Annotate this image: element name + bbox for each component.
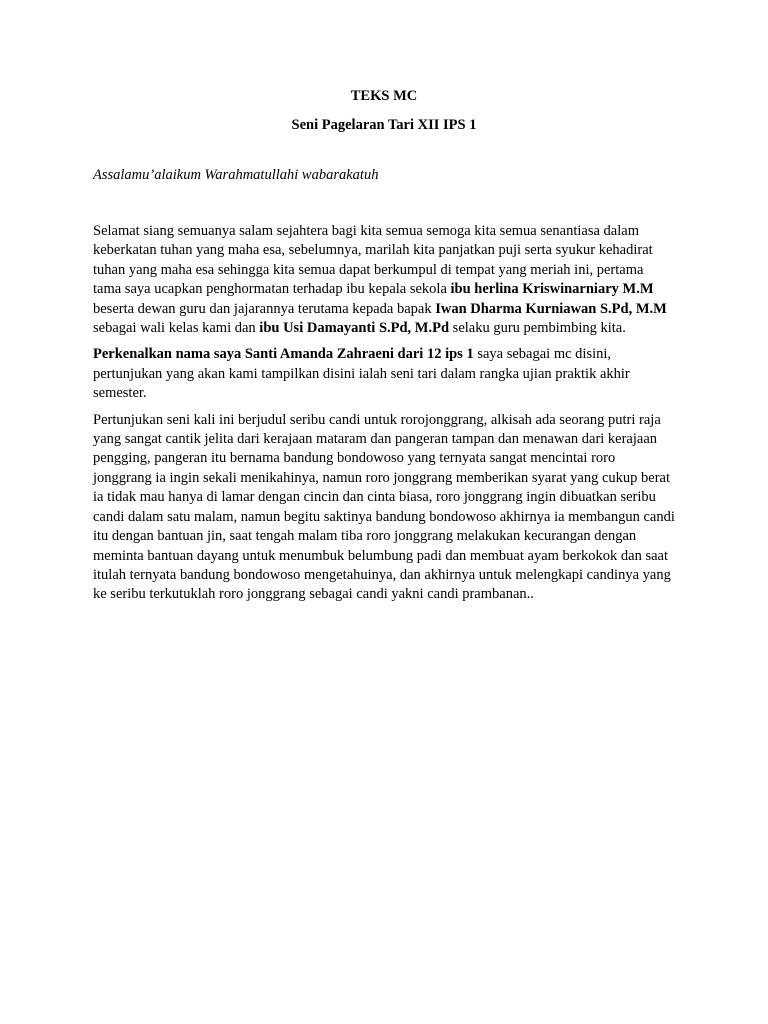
paragraph-text: selaku guru pembimbing kita. (449, 320, 626, 337)
greeting-line: Assalamu’alaikum Warahmatullahi wabarakatuh (93, 167, 379, 183)
paragraph-text: saya sebagai mc disini, pertunjukan yang akan kami tampilkan disini ialah seni tari dalam rangka ujian praktik akhir semester. (93, 346, 630, 402)
mc-introduction: Perkenalkan nama saya Santi Amanda Zahraeni dari 12 ips 1 (93, 346, 474, 363)
paragraph-text: Selamat siang semuanya salam sejahtera bagi kita semua semoga kita semua senantiasa dalam keberkatan tuhan yang maha esa, sebelumnya, marilah kita panjatkan puji serta syukur kehadirat tuhan yang maha esa sehingga kita semua dapat berkumpul di tempat yang meriah ini, pertama tama saya ucapkan penghormatan terhadap ibu kepala sekola (93, 223, 653, 298)
paragraph-introduction (93, 345, 675, 403)
supervisor-teacher-name: ibu Usi Damayanti S.Pd, M.Pd (259, 320, 450, 337)
paragraph-text: beserta dewan guru dan jajarannya terutama kepada bapak (93, 300, 436, 317)
principal-name: ibu herlina Kriswinarniary M.M (450, 281, 654, 298)
paragraph-story: Pertunjukan seni kali ini berjudul seribu candi untuk rorojonggrang, alkisah ada seorang putri raja yang sangat cantik jelita dari kerajaan mataram dan pangeran tampan dan menawan dari kerajaan pengging, pangeran itu bernama bandung bondowoso yang ternyata sangat mencintai roro jonggrang ia ingin sekali menikahinya, namun roro jonggrang memberikan syarat yang cukup berat ia tidak mau hanya di lamar dengan cincin dan cinta biasa, roro jonggrang ingin dibuatkan seribu candi dalam satu malam, namun begitu saktinya bandung bondowoso akhirnya ia membangun candi itu dengan bantuan jin, saat tengah malam tiba roro jonggrang melakukan kecurangan dengan meminta bantuan dayang untuk menumbuk belumbung padi dan membuat ayam berkokok dan saat itulah ternyata bandung bondowoso mengetahuinya, dan akhirnya untuk melengkapi candinya yang ke seribu terkutuklah roro jonggrang sebagai candi yakni candi prambanan.. (93, 411, 675, 603)
paragraph-text: sebagai wali kelas kami dan (93, 320, 260, 337)
document-title: TEKS MC (350, 88, 418, 104)
document-subtitle: Seni Pagelaran Tari XII IPS 1 (291, 117, 477, 133)
homeroom-teacher-name: Iwan Dharma Kurniawan S.Pd, M.M (435, 300, 667, 317)
paragraph-opening (93, 222, 675, 338)
